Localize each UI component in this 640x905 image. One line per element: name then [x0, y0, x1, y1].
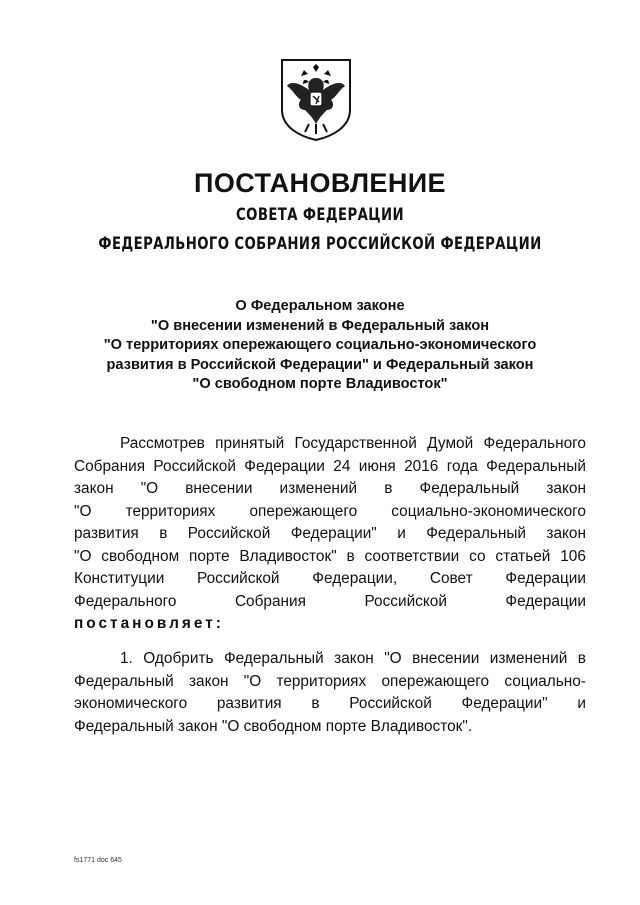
word: территориях — [125, 502, 216, 520]
preamble-line — [74, 546, 586, 569]
word: Федерации — [505, 570, 586, 587]
word: опережающего — [381, 672, 490, 690]
word: Собрания — [74, 457, 146, 475]
word: Владивосток" — [239, 547, 337, 565]
word: Российской — [349, 695, 432, 712]
preamble-line — [74, 456, 586, 479]
word: Федерации — [244, 457, 325, 475]
word: Российской — [187, 525, 271, 542]
word: закон — [546, 480, 586, 497]
word: социально-экономического — [391, 502, 586, 520]
word: Федерации, — [312, 570, 398, 587]
operative-keyword — [74, 613, 586, 636]
preamble-line — [74, 568, 586, 591]
word: закон — [74, 480, 114, 497]
decides-keyword: постановляет: — [74, 615, 224, 632]
word: "О — [74, 502, 92, 520]
subject-line: "О свободном порте Владивосток" — [192, 376, 448, 392]
word: июня — [358, 457, 396, 475]
issuer-line-1: СОВЕТА ФЕДЕРАЦИИ — [236, 205, 404, 225]
word: и — [577, 695, 586, 712]
word: "О — [74, 547, 92, 565]
word: соответствии — [364, 547, 460, 565]
subject-line: О Федеральном законе — [235, 298, 405, 314]
subject-line: "О внесении изменений в Федеральный закон — [150, 317, 490, 334]
word: в — [384, 480, 393, 497]
word: Федерального — [74, 592, 177, 610]
word: "О — [384, 650, 402, 667]
word: Федеральный — [486, 457, 586, 475]
word: в — [159, 525, 168, 542]
word: Думой — [427, 435, 474, 452]
preamble-line — [74, 433, 586, 456]
word: 24 — [333, 457, 351, 475]
word: со — [469, 547, 486, 565]
word: Конституции — [74, 570, 165, 587]
word: года — [446, 457, 478, 475]
word: развития — [74, 525, 139, 542]
preamble-line — [74, 591, 586, 614]
word: и — [397, 525, 406, 542]
word: Федеральный — [419, 480, 520, 497]
clause-line — [74, 671, 586, 694]
resolution-subject — [0, 297, 640, 395]
word: Совет — [429, 570, 473, 587]
preamble-line — [74, 501, 586, 524]
word: Собрания — [234, 592, 306, 610]
word: закон — [334, 650, 374, 667]
clause-line — [74, 648, 586, 671]
word: Федерации — [505, 592, 586, 610]
word: Федерального — [483, 435, 586, 452]
word: Российской — [197, 570, 280, 587]
word: внесении — [412, 650, 480, 667]
word: изменений — [279, 480, 358, 497]
word: в — [346, 547, 355, 565]
word: Российской — [364, 592, 447, 610]
word: 1. — [120, 650, 133, 667]
word: свободном — [101, 547, 180, 565]
word: социально- — [504, 672, 586, 690]
word: закон — [188, 672, 229, 690]
clause-line — [74, 693, 586, 716]
word: порте — [189, 547, 230, 565]
word: развития — [216, 695, 282, 712]
word: Одобрить — [143, 650, 214, 667]
word: опережающего — [249, 502, 358, 520]
word: Государственной — [294, 435, 417, 452]
word: 106 — [560, 547, 586, 565]
word: принятый — [215, 435, 285, 452]
word: закон — [546, 525, 586, 542]
document-code: fs1771 doc 645 — [74, 857, 122, 864]
word: 2016 — [404, 457, 439, 475]
issuer-line-2: ФЕДЕРАЛЬНОГО СОБРАНИЯ РОССИЙСКОЙ ФЕДЕРАЦИИ — [98, 234, 542, 254]
word: "О — [140, 480, 159, 497]
word: Рассмотрев — [120, 435, 205, 452]
preamble-line — [74, 478, 586, 501]
word: в — [577, 650, 586, 667]
document-title: ПОСТАНОВЛЕНИЕ — [194, 168, 446, 198]
word: территориях — [276, 672, 367, 690]
word: Федеральный — [74, 672, 174, 690]
clause-line: Федеральный закон "О свободном порте Владивосток". — [74, 717, 473, 735]
word: Федерации" — [461, 695, 548, 712]
clause-1-paragraph — [74, 648, 586, 738]
word: статьей — [495, 547, 551, 565]
word: "О — [243, 672, 262, 690]
word: экономического — [74, 695, 188, 712]
preamble-paragraph — [74, 433, 586, 636]
subject-line: "О территориях опережающего социально-экономического — [103, 337, 537, 353]
coat-of-arms-icon — [279, 58, 353, 142]
word: Федерации" — [290, 525, 377, 542]
word: Федеральный — [426, 525, 526, 542]
preamble-line — [74, 523, 586, 546]
subject-line: развития в Российской Федерации" и Федеральный закон — [106, 356, 534, 373]
word: внесении — [185, 480, 253, 497]
word: изменений — [489, 650, 568, 667]
word: в — [311, 695, 320, 712]
word: Российской — [153, 457, 236, 475]
word: Федеральный — [223, 650, 324, 667]
